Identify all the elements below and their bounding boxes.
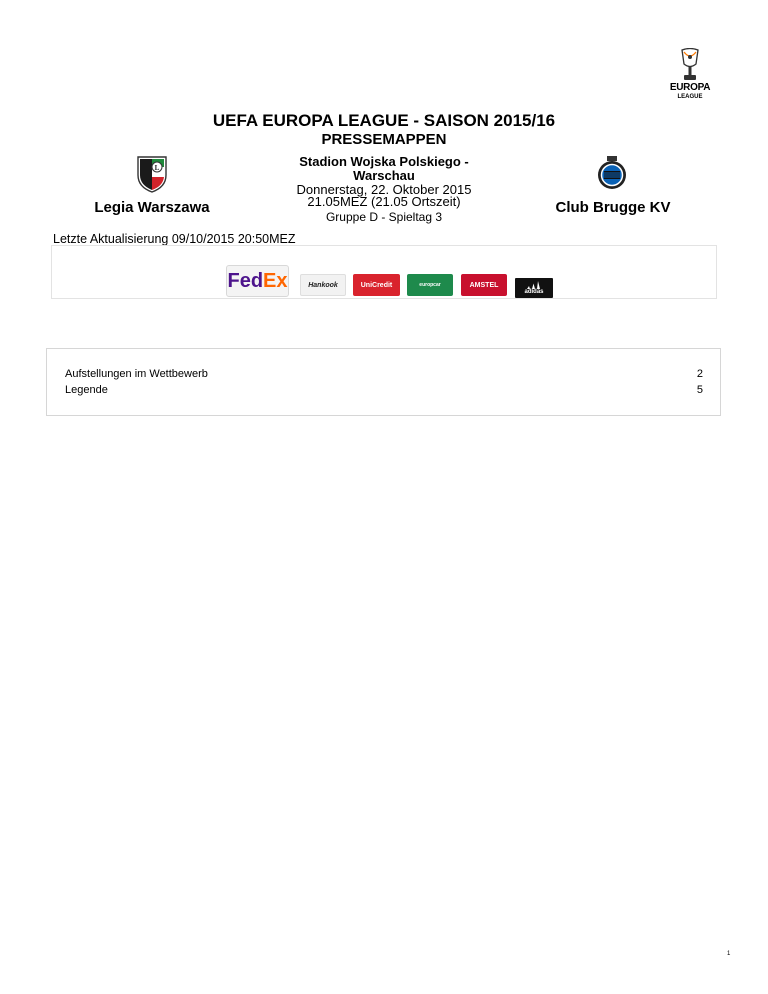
toc-item-lineups[interactable] — [65, 368, 703, 382]
adidas-text: adidas — [524, 289, 544, 295]
europcar-logo — [407, 274, 453, 296]
amstel-text: AMSTEL — [469, 281, 499, 289]
adidas-stripes-icon — [526, 281, 542, 289]
toc-item-label[interactable]: Aufstellungen im Wettbewerb — [65, 368, 208, 380]
match-group: Gruppe D - Spieltag 3 — [325, 210, 443, 224]
stadium-name — [270, 155, 498, 183]
page-number: 1 — [727, 951, 731, 957]
document-subtitle: PRESSEMAPPEN — [321, 131, 447, 148]
match-time: 21.05MEZ (21.05 Ortszeit) — [307, 194, 461, 209]
hankook-text: Hankook — [308, 281, 338, 289]
adidas-logo — [515, 278, 553, 298]
table-of-contents — [46, 348, 721, 416]
home-team-name: Legia Warszawa — [94, 199, 210, 216]
last-updated: Letzte Aktualisierung 09/10/2015 20:50MEZ — [53, 232, 296, 246]
europcar-text: europcar — [419, 282, 441, 288]
trophy-icon — [678, 48, 702, 82]
europa-league-logo — [664, 48, 716, 104]
sponsor-bar — [51, 245, 717, 299]
document-title: UEFA EUROPA LEAGUE - SAISON 2015/16 — [212, 111, 556, 130]
toc-item-page: 5 — [696, 384, 703, 396]
unicredit-text: UniCredit — [360, 281, 393, 289]
away-team-name: Club Brugge KV — [555, 199, 671, 216]
amstel-logo — [461, 274, 507, 296]
toc-item-page: 2 — [696, 368, 703, 380]
toc-item-label[interactable]: Legende — [65, 384, 108, 396]
stadium-line-1: Stadion Wojska Polskiego - — [299, 154, 469, 169]
match-datetime — [270, 184, 498, 208]
legia-crest-icon — [135, 155, 169, 193]
logo-text-league: LEAGUE — [677, 94, 703, 100]
match-date: Donnerstag, 22. Oktober 2015 — [296, 182, 472, 197]
unicredit-logo — [353, 274, 400, 296]
fedex-text-fed: Fed — [227, 269, 264, 292]
fedex-logo — [226, 265, 289, 297]
club-brugge-crest-icon — [596, 156, 628, 190]
svg-text:L: L — [154, 164, 160, 172]
logo-text-europa: EUROPA — [669, 82, 711, 93]
fedex-text-ex: Ex — [263, 269, 288, 292]
stadium-line-2: Warschau — [353, 168, 415, 183]
hankook-logo — [300, 274, 346, 296]
toc-item-legend[interactable] — [65, 384, 703, 398]
